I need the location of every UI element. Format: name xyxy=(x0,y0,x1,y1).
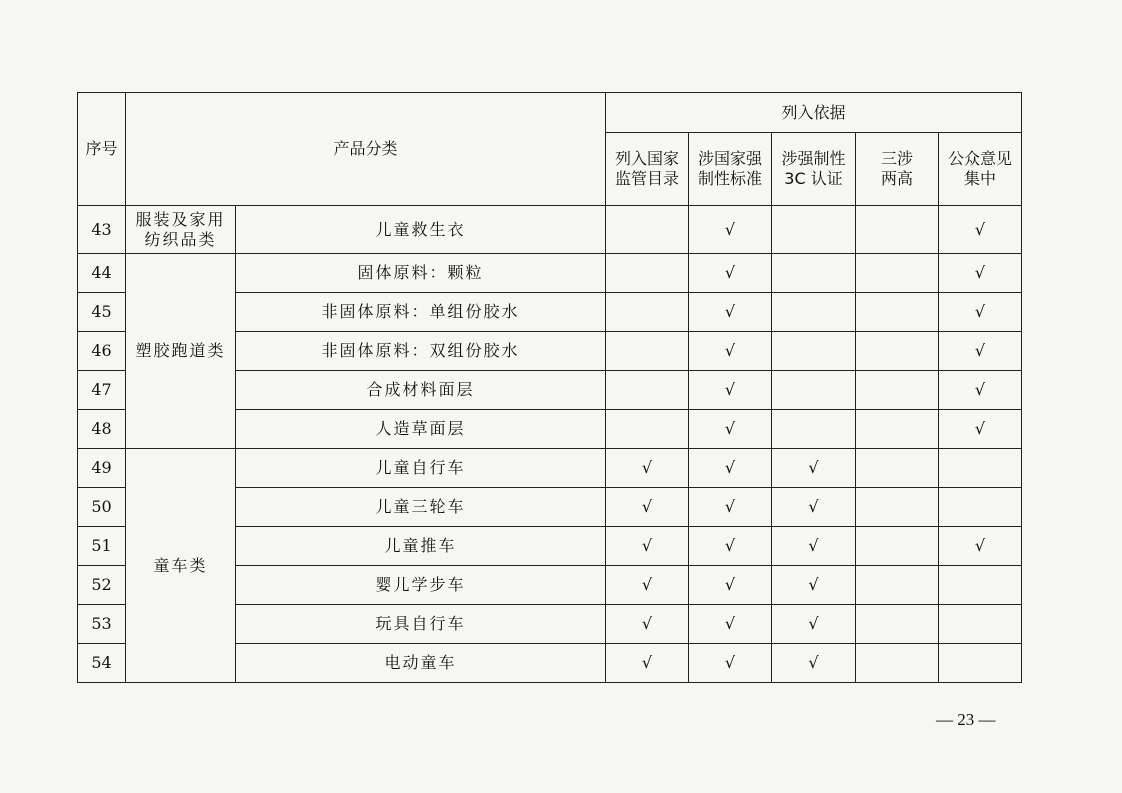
check-cell xyxy=(856,206,939,254)
check-cell xyxy=(856,488,939,527)
check-cell xyxy=(856,410,939,449)
check-cell xyxy=(939,605,1022,644)
product-name: 婴儿学步车 xyxy=(236,566,606,605)
check-cell xyxy=(772,410,856,449)
product-table xyxy=(77,92,1022,683)
check-cell xyxy=(772,371,856,410)
check-cell: √ xyxy=(689,410,772,449)
header-col-public-opinion: 公众意见 集中 xyxy=(939,133,1022,206)
header-basis: 列入依据 xyxy=(606,93,1022,133)
check-cell: √ xyxy=(772,488,856,527)
product-name: 儿童推车 xyxy=(236,527,606,566)
check-cell: √ xyxy=(939,410,1022,449)
check-cell xyxy=(606,254,689,293)
product-name: 非固体原料：双组份胶水 xyxy=(236,332,606,371)
row-number: 48 xyxy=(78,410,126,449)
product-name: 儿童三轮车 xyxy=(236,488,606,527)
check-cell xyxy=(939,644,1022,683)
row-number: 46 xyxy=(78,332,126,371)
check-cell xyxy=(939,566,1022,605)
check-cell: √ xyxy=(606,488,689,527)
product-name: 人造草面层 xyxy=(236,410,606,449)
group-apparel: 服装及家用 纺织品类 xyxy=(126,206,236,254)
row-number: 50 xyxy=(78,488,126,527)
check-cell xyxy=(606,410,689,449)
check-cell xyxy=(606,206,689,254)
check-cell: √ xyxy=(606,449,689,488)
header-col-mandatory-standard: 涉国家强 制性标准 xyxy=(689,133,772,206)
row-number: 51 xyxy=(78,527,126,566)
header-col-3c: 涉强制性 3C 认证 xyxy=(772,133,856,206)
check-cell: √ xyxy=(939,293,1022,332)
row-number: 44 xyxy=(78,254,126,293)
product-name: 合成材料面层 xyxy=(236,371,606,410)
check-cell: √ xyxy=(939,332,1022,371)
check-cell: √ xyxy=(772,449,856,488)
product-name: 固体原料：颗粒 xyxy=(236,254,606,293)
check-cell: √ xyxy=(606,527,689,566)
row-number: 43 xyxy=(78,206,126,254)
check-cell: √ xyxy=(772,566,856,605)
header-col-catalog: 列入国家 监管目录 xyxy=(606,133,689,206)
product-name: 儿童救生衣 xyxy=(236,206,606,254)
check-cell: √ xyxy=(689,605,772,644)
check-cell: √ xyxy=(939,254,1022,293)
check-cell xyxy=(856,254,939,293)
product-name: 玩具自行车 xyxy=(236,605,606,644)
check-cell xyxy=(856,332,939,371)
check-cell: √ xyxy=(606,605,689,644)
header-category: 产品分类 xyxy=(126,93,606,206)
check-cell xyxy=(856,644,939,683)
check-cell: √ xyxy=(606,644,689,683)
check-cell: √ xyxy=(939,206,1022,254)
check-cell xyxy=(939,449,1022,488)
check-cell xyxy=(606,293,689,332)
page-number: — 23 — xyxy=(936,710,996,729)
group-track: 塑胶跑道类 xyxy=(126,254,236,449)
check-cell: √ xyxy=(689,644,772,683)
check-cell xyxy=(772,206,856,254)
check-cell xyxy=(606,332,689,371)
check-cell xyxy=(856,371,939,410)
table-row xyxy=(78,449,1022,488)
check-cell: √ xyxy=(689,332,772,371)
table-row xyxy=(78,206,1022,254)
check-cell: √ xyxy=(689,449,772,488)
product-name: 非固体原料：单组份胶水 xyxy=(236,293,606,332)
check-cell: √ xyxy=(689,371,772,410)
check-cell xyxy=(939,488,1022,527)
row-number: 54 xyxy=(78,644,126,683)
check-cell: √ xyxy=(689,254,772,293)
check-cell: √ xyxy=(772,605,856,644)
header-row-1 xyxy=(78,93,1022,133)
row-number: 49 xyxy=(78,449,126,488)
check-cell: √ xyxy=(606,566,689,605)
group-stroller: 童车类 xyxy=(126,449,236,683)
table-row xyxy=(78,254,1022,293)
row-number: 47 xyxy=(78,371,126,410)
row-number: 45 xyxy=(78,293,126,332)
check-cell xyxy=(856,527,939,566)
header-seq: 序号 xyxy=(78,93,126,206)
check-cell: √ xyxy=(689,293,772,332)
check-cell: √ xyxy=(689,527,772,566)
check-cell: √ xyxy=(939,371,1022,410)
product-name: 电动童车 xyxy=(236,644,606,683)
check-cell xyxy=(772,254,856,293)
check-cell xyxy=(856,566,939,605)
check-cell xyxy=(856,293,939,332)
check-cell xyxy=(856,449,939,488)
check-cell: √ xyxy=(689,488,772,527)
check-cell xyxy=(856,605,939,644)
row-number: 53 xyxy=(78,605,126,644)
check-cell xyxy=(772,332,856,371)
check-cell: √ xyxy=(689,206,772,254)
row-number: 52 xyxy=(78,566,126,605)
header-col-sanshe: 三涉 两高 xyxy=(856,133,939,206)
check-cell: √ xyxy=(772,644,856,683)
check-cell: √ xyxy=(772,527,856,566)
check-cell xyxy=(772,293,856,332)
check-cell: √ xyxy=(939,527,1022,566)
check-cell xyxy=(606,371,689,410)
check-cell: √ xyxy=(689,566,772,605)
product-name: 儿童自行车 xyxy=(236,449,606,488)
